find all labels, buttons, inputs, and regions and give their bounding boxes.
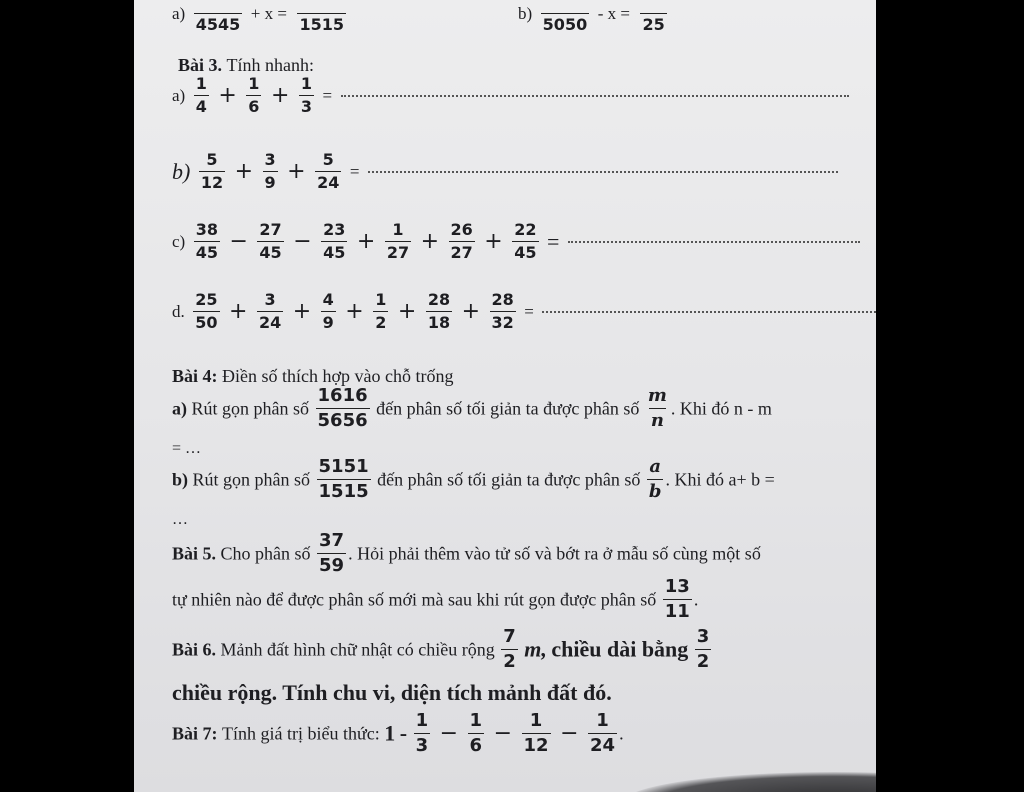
numerator: 1 (195, 74, 207, 93)
operator: + (484, 228, 503, 254)
numerator: 25 (195, 290, 218, 309)
numerator: 3 (696, 626, 710, 647)
bai4-row-a (172, 387, 772, 430)
fraction (194, 76, 209, 115)
bai4-row-b (172, 458, 775, 501)
numerator: 5 (322, 150, 334, 169)
numerator: 1 (375, 290, 387, 309)
text: . (693, 589, 699, 610)
denominator: b (648, 481, 662, 502)
top-exercise-b (518, 0, 669, 33)
fraction (640, 0, 666, 33)
fraction (501, 628, 518, 671)
bai4-heading (172, 365, 454, 385)
fraction (414, 712, 431, 755)
denominator: 12 (200, 173, 224, 192)
operator: + (270, 82, 290, 108)
text: = (547, 228, 560, 254)
operator: − (293, 228, 312, 254)
text: m, (524, 636, 547, 662)
denominator: 2 (375, 313, 387, 332)
text: Mảnh đất hình chữ nhật có chiều rộng (220, 639, 495, 660)
operator: + (229, 298, 248, 324)
operator: + (397, 298, 417, 324)
text: - (399, 720, 408, 746)
bai6-line2: chiều rộng. Tính chu vi, diện tích mảnh đất đó. (172, 680, 612, 705)
text: Bài 7: (172, 723, 218, 744)
operator: − (493, 720, 513, 746)
numerator: 37 (319, 530, 345, 551)
text: đến phân số tối giản ta được phân số (377, 469, 641, 490)
numerator: 38 (195, 220, 218, 239)
fraction (321, 292, 336, 331)
text: Rút gọn phân số (192, 469, 311, 490)
row-label: d. (172, 302, 185, 321)
operator: + (292, 298, 312, 324)
denominator: 27 (386, 243, 410, 262)
text: . Hỏi phải thêm vào tử số và bớt ra ở mẫu số cùng một số (348, 543, 761, 564)
fraction (321, 222, 347, 261)
row-label: a) (172, 86, 186, 105)
denominator: 9 (322, 313, 334, 332)
fraction (257, 292, 283, 331)
answer-dots (542, 310, 876, 313)
numerator: 26 (450, 220, 473, 239)
denominator: 27 (450, 243, 473, 262)
fraction (194, 222, 220, 261)
denominator: 1515 (318, 481, 369, 502)
numerator: 13 (664, 576, 690, 597)
bai7-line (172, 712, 624, 755)
operator: − (439, 720, 459, 746)
operator: + (218, 82, 237, 108)
denominator: 6 (248, 97, 260, 116)
numerator: 1616 (317, 385, 368, 406)
denominator: 3 (415, 735, 429, 756)
operator: − (560, 720, 579, 746)
bai5-line1 (172, 532, 761, 575)
numerator: 5151 (318, 456, 369, 477)
fraction (522, 712, 551, 755)
fraction (449, 222, 475, 261)
bai3-row-c (172, 222, 860, 261)
numerator: 1 (529, 710, 543, 731)
denominator: 24 (258, 313, 282, 332)
top-exercise-a (172, 0, 348, 33)
numerator: 28 (491, 290, 514, 309)
denominator: 50 (195, 313, 218, 332)
numerator: 7 (503, 626, 516, 647)
denominator: 2 (696, 651, 710, 672)
text: Cho phân số (220, 543, 311, 564)
denominator: 5656 (317, 410, 368, 431)
numerator: 27 (259, 220, 282, 239)
numerator: 5 (206, 150, 218, 169)
numerator: 1 (469, 710, 483, 731)
text: Bài 5. (172, 543, 217, 564)
denominator: 18 (427, 313, 451, 332)
fraction (315, 152, 341, 191)
denominator: 9 (264, 173, 276, 192)
bai5-line2 (172, 578, 698, 621)
fraction (317, 532, 346, 575)
fraction (646, 387, 669, 430)
denominator: 5050 (542, 15, 588, 34)
answer-dots (568, 240, 860, 243)
text: = (524, 302, 534, 321)
numerator: 4 (322, 290, 334, 309)
denominator: n (650, 410, 664, 431)
denominator: 45 (323, 243, 346, 262)
text: . Khi đó a+ b = (665, 469, 775, 490)
fraction (647, 458, 664, 501)
denominator: 24 (590, 735, 616, 756)
operator: + (345, 298, 364, 324)
bai3-heading (178, 54, 314, 74)
fraction (426, 292, 452, 331)
operator: + (420, 228, 440, 254)
text: = (322, 86, 333, 105)
numerator: 1 (415, 710, 429, 731)
denominator: 25 (642, 15, 665, 34)
fraction (588, 712, 617, 755)
text: . (619, 723, 624, 744)
numerator: 1 (300, 74, 313, 93)
denominator: 45 (514, 243, 537, 262)
numerator: 28 (427, 290, 451, 309)
text: Rút gọn phân số (191, 398, 310, 419)
fraction (317, 458, 371, 501)
fraction (257, 222, 283, 261)
text: tự nhiên nào để được phân số mới mà sau khi rút gọn được phân số (172, 589, 657, 610)
operator: + (287, 158, 306, 184)
numerator: 22 (514, 220, 537, 239)
exercise-subtitle: Điền số thích hợp vào chỗ trống (222, 365, 454, 386)
fraction (695, 628, 712, 671)
operator-text: + x = (250, 4, 287, 23)
fraction (316, 387, 370, 430)
bai6-line1 (172, 628, 713, 671)
denominator: 12 (523, 735, 549, 756)
text: chiều dài bằng (551, 636, 689, 662)
numerator: 3 (264, 290, 276, 309)
row-label: c) (172, 232, 186, 251)
denominator: 45 (259, 243, 282, 262)
fraction (246, 76, 261, 115)
text: đến phân số tối giản ta được phân số (376, 398, 640, 419)
label-a: a) (172, 4, 186, 23)
fraction (263, 152, 278, 191)
bai3-row-b (172, 152, 838, 191)
denominator: 32 (491, 313, 514, 332)
fraction (512, 222, 538, 261)
operator: + (234, 158, 254, 184)
exercise-title: Bài 4: (172, 365, 218, 386)
denominator: 3 (300, 97, 313, 116)
numerator: 1 (392, 220, 404, 239)
fraction (193, 292, 219, 331)
operator: + (356, 228, 376, 254)
fraction (199, 152, 225, 191)
numerator: 3 (264, 150, 276, 169)
text: b) (172, 469, 189, 490)
text: a) (172, 398, 187, 419)
fraction (385, 222, 411, 261)
denominator: 4 (195, 97, 207, 116)
bai3-row-d (172, 292, 876, 331)
operator-text: - x = (597, 4, 630, 23)
exercise-title: Bài 3. (178, 54, 223, 75)
fraction (373, 292, 388, 331)
bai3-row-a (172, 76, 849, 115)
denominator: 11 (664, 601, 690, 622)
answer-dots (341, 94, 849, 97)
answer-blank: … (172, 511, 188, 528)
page-shadow (624, 772, 876, 792)
fraction (194, 0, 243, 33)
fraction (297, 0, 346, 33)
numerator: 1 (248, 74, 260, 93)
denominator: 6 (469, 735, 483, 756)
numerator: a (649, 456, 661, 477)
fraction (468, 712, 485, 755)
row-label: b) (172, 158, 191, 184)
label-b: b) (518, 4, 533, 23)
fraction (541, 0, 590, 33)
operator: − (229, 228, 248, 254)
operator: + (461, 298, 481, 324)
text: . Khi đó n - m (670, 398, 772, 419)
fraction (663, 578, 692, 621)
numerator: 23 (323, 220, 346, 239)
numerator: m (647, 385, 667, 406)
text: 1 (384, 720, 396, 746)
text: Bài 6. (172, 639, 217, 660)
text: Tính giá trị biểu thức: (222, 723, 380, 744)
denominator: 24 (317, 173, 340, 192)
numerator: 1 (596, 710, 609, 731)
fraction (299, 76, 314, 115)
worksheet-page (134, 0, 876, 792)
answer-dots (368, 170, 838, 173)
answer-blank: = … (172, 440, 202, 457)
denominator: 1515 (299, 15, 344, 34)
fraction (490, 292, 516, 331)
exercise-subtitle: Tính nhanh: (226, 54, 315, 75)
denominator: 2 (503, 651, 516, 672)
denominator: 59 (319, 555, 345, 576)
denominator: 45 (195, 243, 218, 262)
text: = (349, 162, 360, 181)
denominator: 4545 (195, 15, 241, 34)
